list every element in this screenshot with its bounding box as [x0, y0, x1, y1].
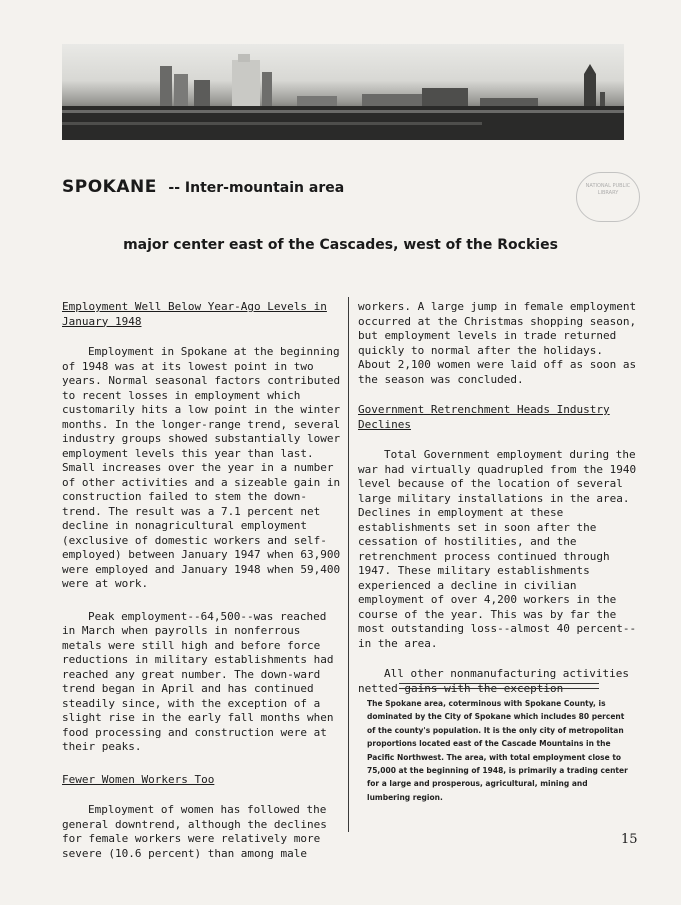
page-subtitle: major center east of the Cascades, west of the Rockies: [123, 237, 558, 253]
left-column: [62, 300, 342, 861]
note-rule: [399, 683, 599, 689]
library-stamp: [576, 172, 640, 222]
area-note: The Spokane area, coterminous with Spokane County, is dominated by the City of Spokane which includes 80 percent of the county's population. It is the only city of metropolitan proportions located east of the Cascade Mountains in the Pacific Northwest. The area, with total employment close to 75,000 at the beginning of 1948, is primarily a trading center for a large and prosperous, agricultural, mining and lumbering region.: [367, 699, 628, 802]
page-number: 15: [621, 832, 638, 847]
body-paragraph: Employment in Spokane at the beginning of 1948 was at its lowest point in two years. Normal seasonal factors contributed to recent losses in employment which customarily hits a low point in the winter months. In the longer-range trend, several industry groups showed substantially lower employment levels this year than last. Small increases over the year in a number of other activities and a sizeable gain in construction failed to stem the down-trend. The result was a 7.1 percent net decline in nonagricultural employment (exclusive of domestic workers and self-employed) between January 1947 when 63,900 were employed and January 1948 when 59,400 were at work.: [62, 345, 341, 590]
body-paragraph: workers. A large jump in female employment occurred at the Christmas shopping season, but employment levels in trade returned quickly to normal after the holidays. About 2,100 women were laid off as soon as the season was concluded.: [358, 300, 637, 386]
column-divider: [348, 297, 349, 832]
body-paragraph: All other nonmanufacturing activities netted gains with the exception: [358, 667, 630, 695]
body-paragraph: Employment of women has followed the general downtrend, although the declines for female workers were relatively more severe (10.6 percent) than among male: [62, 803, 327, 860]
title-city: SPOKANE: [62, 177, 157, 197]
stamp-text: NATIONAL PUBLIC LIBRARY: [585, 183, 631, 196]
right-column: [358, 300, 638, 696]
section-heading: Fewer Women Workers Too: [62, 772, 215, 786]
title-region: -- Inter-mountain area: [168, 180, 345, 196]
body-paragraph: Total Government employment during the war had virtually quadrupled from the 1940 level because of the location of several large military installations in the area. Declines in employment at these establishments set in soon after the cessation of hostilities, and the retrenchment process continued through 1947. These military establishments experienced a decline in civilian employment of over 4,200 workers in the course of the year. This was by far the most outstanding loss--almost 40 percent--in the area.: [358, 448, 637, 650]
skyline-photo: [62, 44, 624, 140]
section-heading: Government Retrenchment Heads Industry Declines: [358, 403, 610, 431]
body-paragraph: Peak employment--64,500--was reached in March when payrolls in nonferrous metals were still high and before force reductions in military establishments had reached any great number. The down-ward trend began in April and has continued steadily since, with the exception of a slight rise in the early fall months when food processing and construction were at their peaks.: [62, 609, 334, 753]
section-heading: Employment Well Below Year-Ago Levels in January 1948: [62, 300, 327, 328]
page-title: [62, 177, 344, 197]
